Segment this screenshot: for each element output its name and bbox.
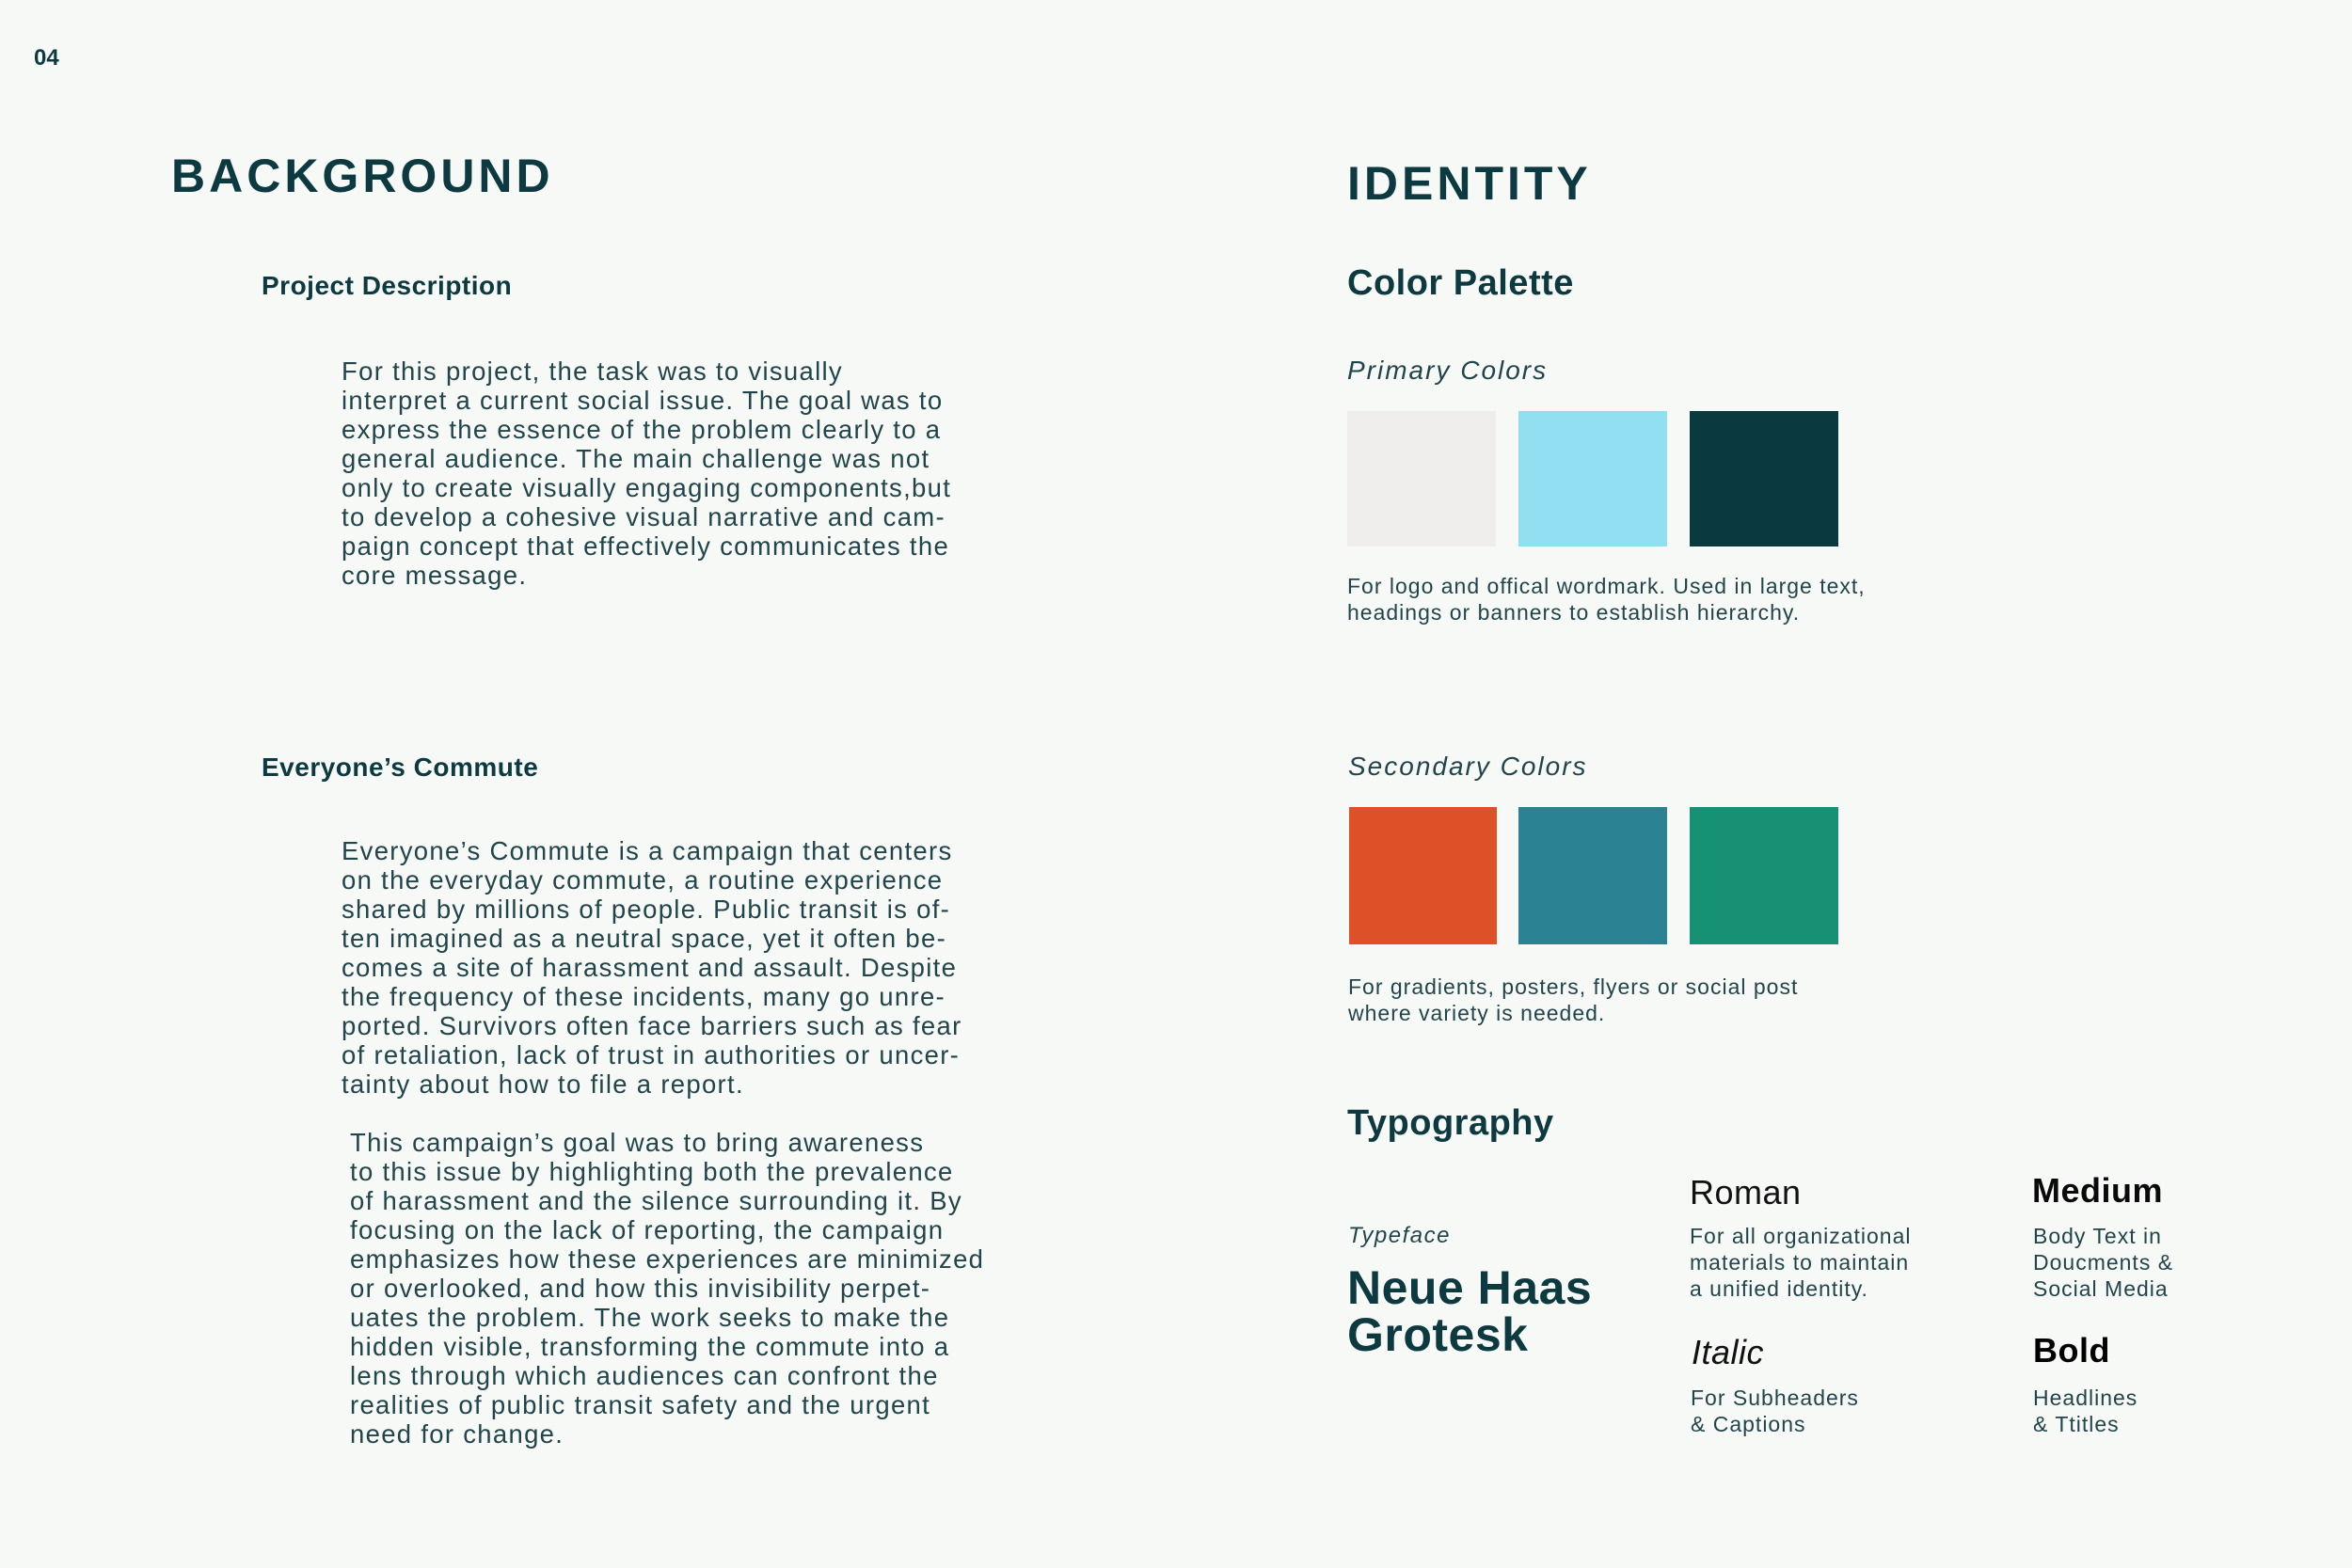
secondary-swatch-teal [1518, 807, 1667, 944]
background-title: BACKGROUND [171, 150, 554, 202]
weight-roman-name: Roman [1690, 1173, 1802, 1212]
typeface-name: Neue Haas Grotesk [1347, 1261, 1593, 1361]
everyones-commute-heading: Everyone’s Commute [262, 752, 539, 782]
weight-bold-name: Bold [2033, 1331, 2110, 1370]
everyones-commute-paragraph-2: This campaign’s goal was to bring awareness to this issue by highlighting both the prevalence of harassment and the silence surrounding it. By focusing on the lack of reporting, the campaign emphasizes how these experiences are minimized or overlooked, and how this invisibility perpet- uates the problem. The work seeks to make the hidden visible, transforming the commute into a lens through which audiences can confront the realities of public transit safety and the urgent need for change. [350, 1128, 985, 1449]
secondary-swatch-green [1690, 807, 1838, 944]
secondary-swatch-orange [1349, 807, 1497, 944]
secondary-colors-description: For gradients, posters, flyers or social post where variety is needed. [1348, 974, 1799, 1025]
project-description-heading: Project Description [262, 271, 513, 300]
everyones-commute-paragraph-1: Everyone’s Commute is a campaign that centers on the everyday commute, a routine experience shared by millions of people. Public transit is of- ten imagined as a neutral space, yet it often be- comes a site of harassment and assault. Despite the frequency of these incidents, many go unre- ported. Survivors often face barriers such as fear of retaliation, lack of trust in authorities or uncer- tainty about how to file a report. [342, 836, 962, 1099]
project-description-text: For this project, the task was to visually interpret a current social issue. The goal was to express the essence of the problem clearly to a general audience. The main challenge was not only to create visually engaging components,but to develop a cohesive visual narrative and cam- paign concept that effectively communicates the core message. [342, 356, 952, 590]
primary-swatch-dark-teal [1690, 411, 1838, 546]
primary-swatch-sky-blue [1518, 411, 1667, 546]
weight-medium-usage: Body Text in Doucments & Social Media [2033, 1224, 2174, 1301]
identity-title: IDENTITY [1347, 157, 1592, 210]
primary-swatch-light-gray [1347, 411, 1496, 546]
weight-italic-name: Italic [1692, 1333, 1765, 1371]
weight-medium-name: Medium [2032, 1171, 2164, 1210]
primary-colors-description: For logo and offical wordmark. Used in large text, headings or banners to establish hierarchy. [1347, 574, 1866, 625]
weight-bold-usage: Headlines & Ttitles [2033, 1386, 2138, 1436]
typeface-label: Typeface [1348, 1223, 1451, 1248]
color-palette-heading: Color Palette [1347, 263, 1574, 303]
page-number: 04 [34, 45, 59, 71]
typography-heading: Typography [1347, 1103, 1554, 1143]
secondary-colors-label: Secondary Colors [1348, 752, 1588, 781]
weight-italic-usage: For Subheaders & Captions [1691, 1386, 1859, 1436]
primary-colors-label: Primary Colors [1347, 356, 1549, 385]
weight-roman-usage: For all organizational materials to maintain a unified identity. [1690, 1224, 1912, 1301]
